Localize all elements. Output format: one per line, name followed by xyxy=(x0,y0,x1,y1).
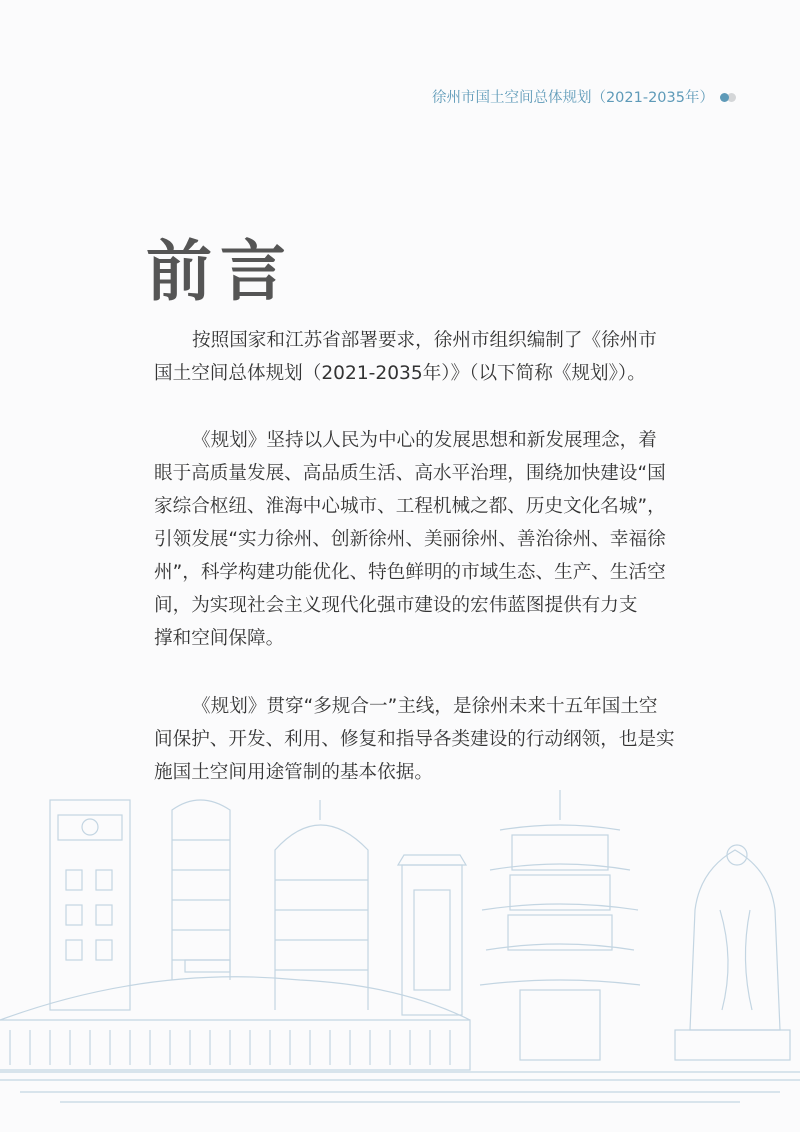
text-line: 施国土空间用途管制的基本依据。 xyxy=(154,762,433,783)
paragraph-1 xyxy=(154,324,674,390)
curved-tower xyxy=(172,800,230,980)
decorative-dots-icon xyxy=(720,92,738,102)
text-line: 家综合枢纽、淮海中心城市、工程机械之都、历史文化名城”， xyxy=(154,496,666,517)
text-line: 按照国家和江苏省部署要求，徐州市组织编制了《徐州市 xyxy=(192,330,657,351)
page-title: 前言 xyxy=(146,233,294,310)
paragraph-3 xyxy=(154,690,674,789)
paragraph-2 xyxy=(154,424,674,655)
memorial-tower xyxy=(398,855,466,1015)
text-line: 眼于高质量发展、高品质生活、高水平治理，围绕加快建设“国 xyxy=(154,463,666,484)
warrior-statue xyxy=(675,845,790,1060)
text-line: 间保护、开发、利用、修复和指导各类建设的行动纲领，也是实 xyxy=(154,729,675,750)
pagoda-pavilion xyxy=(480,790,640,1060)
text-line: 引领发展“实力徐州、创新徐州、美丽徐州、善治徐州、幸福徐 xyxy=(154,529,666,550)
running-header xyxy=(432,86,738,107)
ground-lines xyxy=(0,1072,800,1102)
text-line: 间，为实现社会主义现代化强市建设的宏伟蓝图提供有力支 xyxy=(154,595,638,616)
railway-station xyxy=(0,960,470,1070)
city-skyline-illustration xyxy=(0,780,800,1132)
text-line: 《规划》贯穿“多规合一”主线，是徐州未来十五年国土空 xyxy=(192,696,658,717)
running-title: 徐州市国土空间总体规划（2021-2035年） xyxy=(431,90,714,106)
text-line: 州”，科学构建功能优化、特色鲜明的市域生态、生产、生活空 xyxy=(154,562,666,583)
text-line: 国土空间总体规划（2021-2035年）》（以下简称《规划》）。 xyxy=(154,363,646,384)
text-line: 《规划》坚持以人民为中心的发展思想和新发展理念，着 xyxy=(192,430,657,451)
clock-tower-building xyxy=(50,800,130,1010)
text-line: 撑和空间保障。 xyxy=(154,628,285,649)
